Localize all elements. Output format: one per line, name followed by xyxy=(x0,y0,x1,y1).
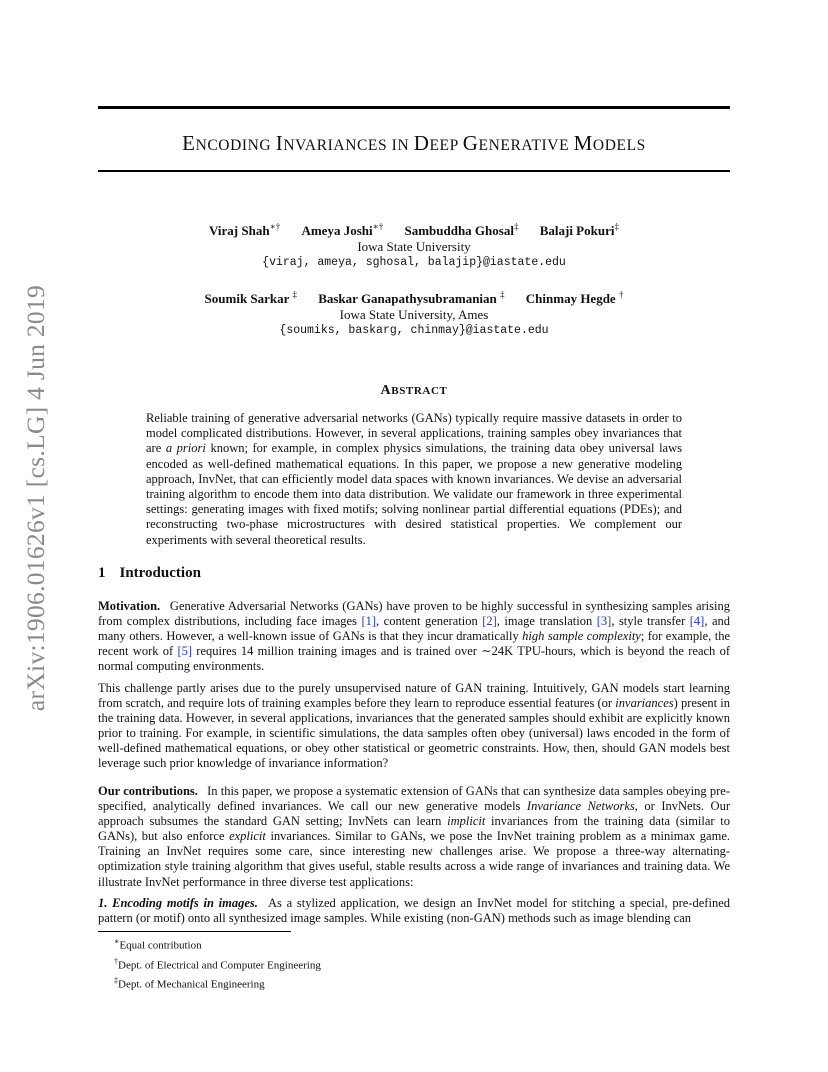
author-name: Baskar Ganapathysubramanian ‡ xyxy=(318,290,505,307)
abstract-heading: ABSTRACT xyxy=(380,383,448,398)
paragraph-encoding-motifs: 1. Encoding motifs in images. As a stylized application, we design an InvNet model for stitching a special, pre-defined pattern (or motif) onto all synthesized image samples. While existing (non-GAN) methods such as image blending can xyxy=(98,896,730,926)
title-rule-bottom xyxy=(98,170,730,172)
footnote: ‡Dept. of Mechanical Engineering xyxy=(114,976,265,991)
paragraph-challenge: This challenge partly arises due to the purely unsupervised nature of GAN training. Intuitively, GAN models start learning from scratch, and require lots of training examples before they learn to reproduce essential features (or invariances) present in the training data. However, in several applications, invariances that the generated samples should exhibit are explicitly known prior to training. For example, in scientific simulations, the data samples often obey (universal) laws encoded in the form of well-defined mathematical equations, or obey other statistical or geometric constraints. How, then, should GAN models best leverage such prior knowledge of invariance information? xyxy=(98,681,731,771)
author-names xyxy=(98,287,730,307)
author-name: Balaji Pokuri‡ xyxy=(539,222,619,239)
footnote: ∗Equal contribution xyxy=(114,937,202,952)
footnotes xyxy=(114,934,321,993)
citation-link[interactable]: [4] xyxy=(689,614,705,629)
paragraph-contributions: Our contributions. In this paper, we propose a systematic extension of GANs that can synthesize data samples obeying pre-specified, analytically defined invariances. We call our new generative models Invariance Networks, or InvNets. Our approach subsumes the standard GAN setting; InvNets can learn implicit invariances from the training data (similar to GANs), but also enforce explicit invariances. Similar to GANs, we pose the InvNet training problem as a minimax game. Training an InvNet requires some care, since interesting new challenges arise. We propose a three-way alternating-optimization style training algorithm that gives useful, stable results across a wide range of invariances and training data. We illustrate InvNet performance in three diverse test applications: xyxy=(98,784,731,889)
author-name: Chinmay Hegde † xyxy=(525,290,624,307)
author-block-1 xyxy=(98,219,730,271)
author-name: Ameya Joshi∗† xyxy=(301,222,384,239)
author-block-2 xyxy=(98,287,730,339)
author-affiliation: Iowa State University xyxy=(357,239,471,255)
arxiv-sidebar xyxy=(6,284,66,712)
author-name: Soumik Sarkar ‡ xyxy=(204,290,297,307)
author-email: {viraj, ameya, sghosal, balajip}@iastate.edu xyxy=(262,256,566,270)
citation-link[interactable]: [3] xyxy=(596,614,612,629)
paper-title: ENCODING INVARIANCES IN DEEP GENERATIVE MODELS xyxy=(182,131,646,155)
author-email: {soumiks, baskarg, chinmay}@iastate.edu xyxy=(279,324,549,338)
arxiv-identifier: arXiv:1906.01626v1 [cs.LG] 4 Jun 2019 xyxy=(21,284,50,712)
section-heading-introduction: 1 Introduction xyxy=(98,565,201,581)
citation-link[interactable]: [5] xyxy=(177,644,193,659)
author-names xyxy=(98,219,730,239)
footnote: †Dept. of Electrical and Computer Engineering xyxy=(114,956,321,972)
author-name: Viraj Shah∗† xyxy=(209,222,281,239)
citation-link[interactable]: [1] xyxy=(361,614,377,629)
title-rule-top xyxy=(98,106,730,109)
author-affiliation: Iowa State University, Ames xyxy=(339,307,489,323)
citation-link[interactable]: [2] xyxy=(482,614,497,629)
paragraph-motivation: Motivation. Generative Adversarial Networks (GANs) have proven to be highly successful in synthesizing samples arising from complex distributions, including face images [1], content generation [2], image translation [3], style transfer [4], and many others. However, a well-known issue of GANs is that they incur dramatically high sample complexity; for example, the recent work of [5] requires 14 million training images and is trained over ∼24K TPU-hours, which is beyond the reach of normal computing environments. xyxy=(98,599,730,674)
author-name: Sambuddha Ghosal‡ xyxy=(404,222,519,239)
abstract-body: Reliable training of generative adversarial networks (GANs) typically require massive datasets in order to model complicated distributions. However, in several applications, training samples obey invariances that are a priori known; for example, in complex physics simulations, the training data obey universal laws encoded as well-defined mathematical equations. In this paper, we propose a new generative modeling approach, InvNet, that can efficiently model data spaces with known invariances. We devise an adversarial training algorithm to encode them into data distribution. We validate our framework in three experimental settings: generating images with fixed motifs; solving nonlinear partial differential equations (PDEs); and reconstructing two-phase microstructures with desired statistical properties. We complement our experiments with several theoretical results. xyxy=(146,411,682,547)
footnote-rule xyxy=(98,931,291,932)
